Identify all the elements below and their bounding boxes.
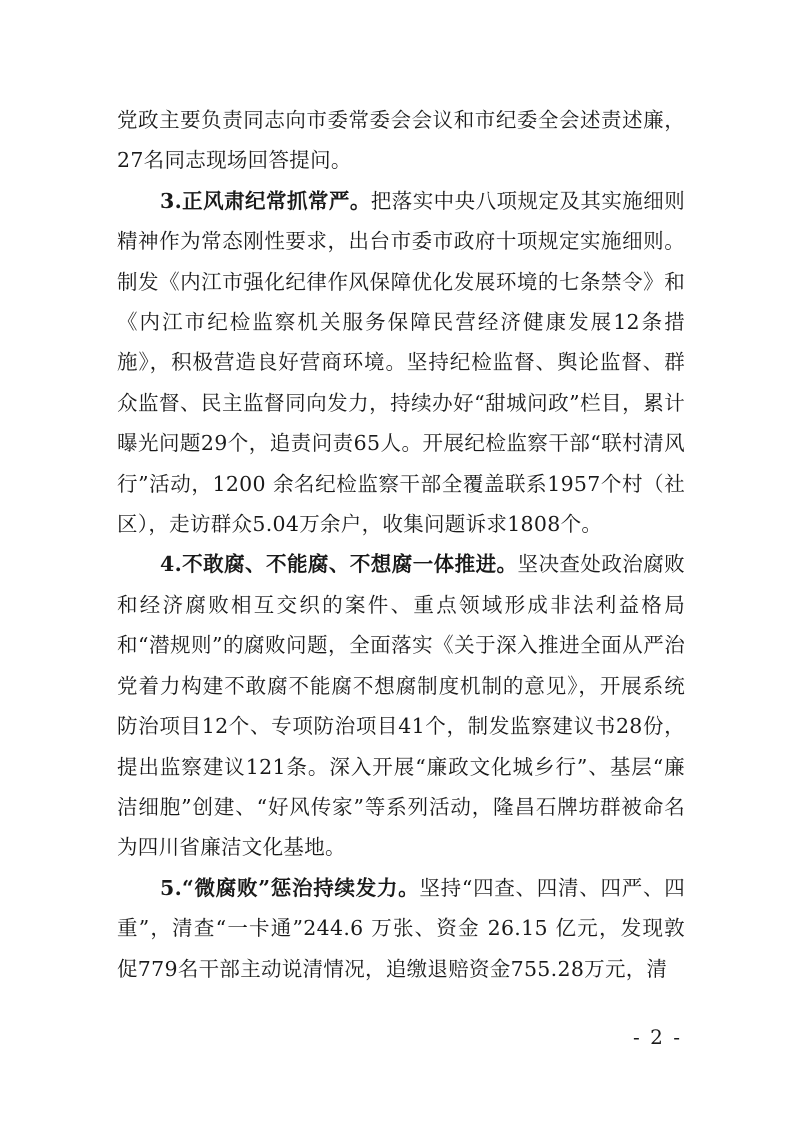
paragraph-2-text: 把落实中央八项规定及其实施细则精神作为常态刚性要求，出台市委市政府十项规定实施细则。制发《内江市强化纪律作风保障优化发展环境的七条禁令》和《内江市纪检监察机关服务保障民营经济健康发展12条措施》，积极营造良好营商环境。坚持纪检监督、舆论监督、群众监督、民主监督同向发力，持续办好“甜城问政”栏目，累计曝光问题29个，追责问责65人。开展纪检监察干部“联村清风行”活动，1200 余名纪检监察干部全覆盖联系1957个村（社区），走访群众5.04万余户，收集问题诉求1808个。 <box>117 188 686 537</box>
document-body <box>117 100 685 989</box>
section-5-heading: 5.“微腐败”惩治持续发力。 <box>160 875 420 900</box>
page-number: - 2 - <box>633 1025 682 1049</box>
paragraph-4 <box>117 868 685 989</box>
section-4-heading: 4.不敢腐、不能腐、不想腐一体推进。 <box>160 552 518 577</box>
paragraph-1-text: 党政主要负责同志向市委常委会会议和市纪委全会述责述廉，27名同志现场回答提问。 <box>117 108 685 173</box>
paragraph-3-text: 坚决查处政治腐败和经济腐败相互交织的案件、重点领域形成非法利益格局和“潜规则”的腐败问题，全面落实《关于深入推进全面从严治党着力构建不敢腐不能腐不想腐制度机制的意见》，开展系统防治项目12个、专项防治项目41个，制发监察建议书28份，提出监察建议121条。深入开展“廉政文化城乡行”、基层“廉洁细胞”创建、“好风传家”等系列活动，隆昌石牌坊群被命名为四川省廉洁文化基地。 <box>117 552 685 860</box>
paragraph-2 <box>117 181 685 545</box>
paragraph-1 <box>117 100 685 181</box>
section-3-heading: 3.正风肃纪常抓常严。 <box>160 188 371 213</box>
paragraph-3 <box>117 544 685 867</box>
paragraph-4-text: 坚持“四查、四清、四严、四重”，清查“一卡通”244.6 万张、资金 26.15 亿元，发现敦促779名干部主动说清情况，追缴退赔资金755.28万元，清 <box>117 875 685 981</box>
